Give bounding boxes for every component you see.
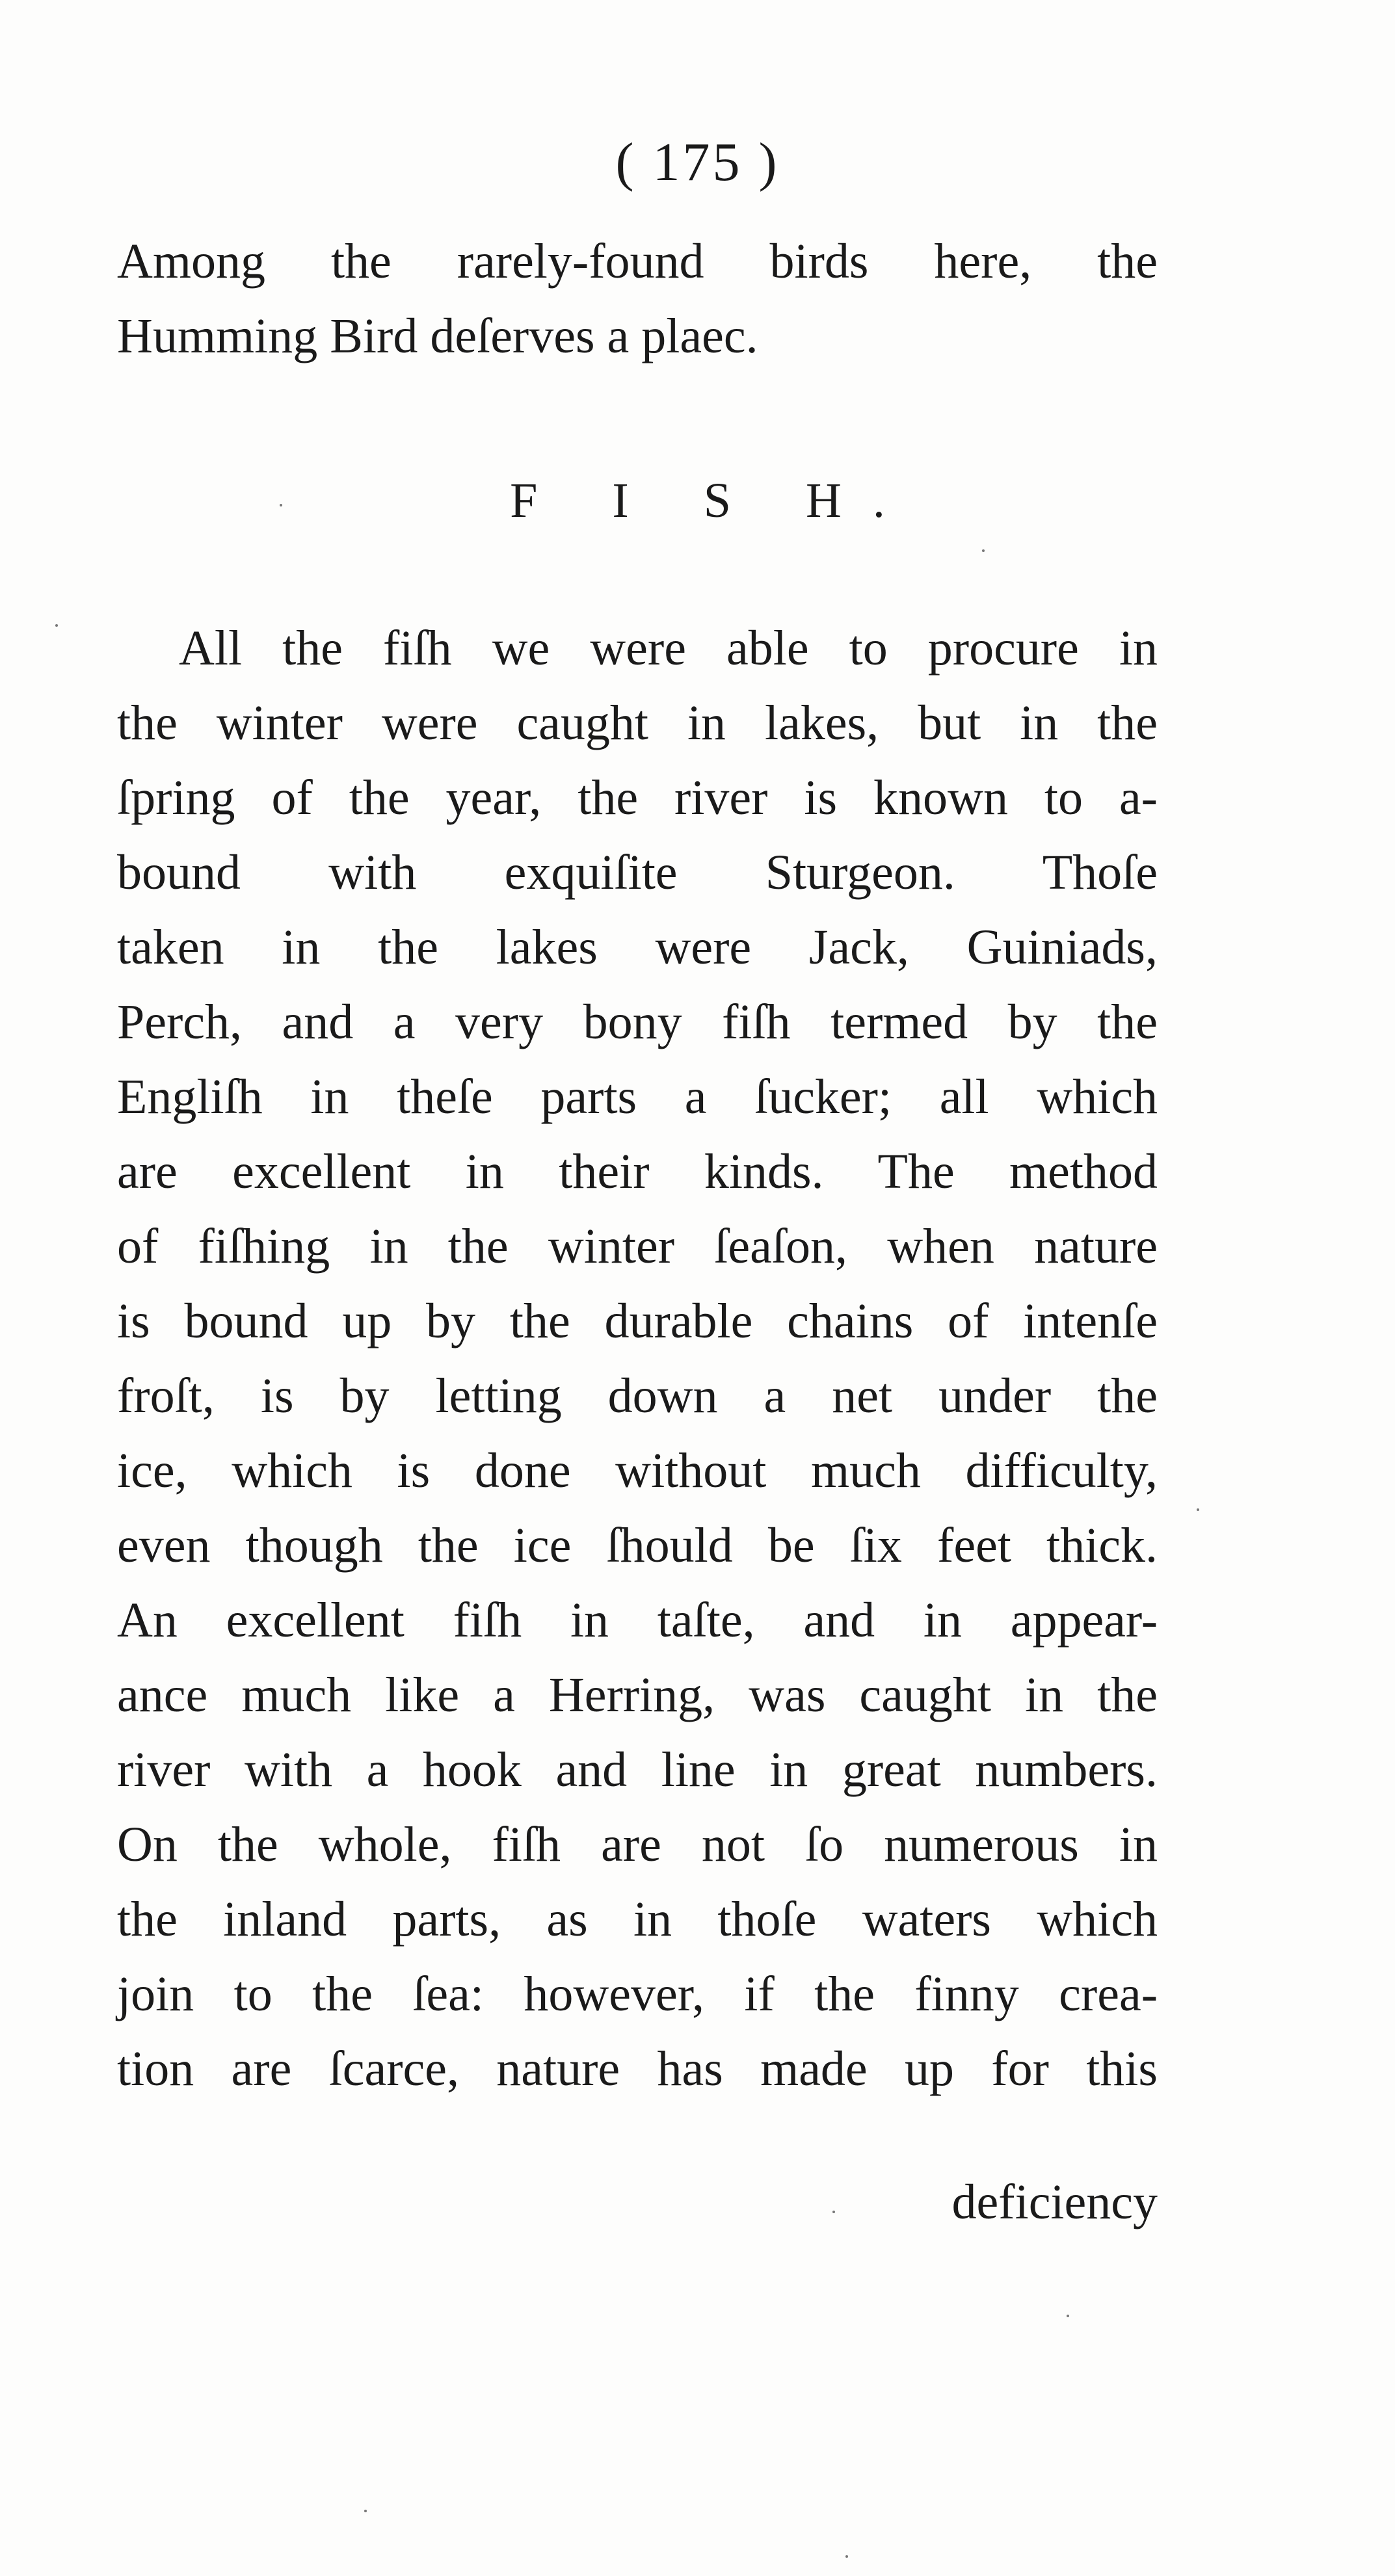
text-line: Among the rarely-found birds here, the [117, 234, 1158, 289]
paper-speck [845, 2555, 848, 2558]
text-line: tion are ſcarce, nature has made up for this [117, 2042, 1158, 2096]
text-line: ſpring of the year, the river is known to a- [117, 770, 1158, 825]
catchword: deficiency [951, 2175, 1158, 2229]
text-line: froſt, is by letting down a net under the [117, 1369, 1158, 1423]
paper-speck [832, 2211, 835, 2213]
text-line: even though the ice ſhould be ſix feet thick. [117, 1518, 1158, 1573]
text-line: On the whole, fiſh are not ſo numerous in [117, 1817, 1158, 1872]
paper-speck [364, 2510, 367, 2512]
intro-paragraph [117, 224, 1158, 374]
text-line: is bound up by the durable chains of intenſe [117, 1294, 1158, 1348]
paper-speck [1197, 1508, 1199, 1511]
text-line: the winter were caught in lakes, but in the [117, 696, 1158, 750]
text-line: of fiſhing in the winter ſeaſon, when nature [117, 1219, 1158, 1274]
text-line: Humming Bird deſerves a plaec. [117, 309, 758, 363]
text-line: join to the ſea: however, if the finny crea- [117, 1967, 1158, 2021]
text-line: are excellent in their kinds. The method [117, 1144, 1158, 1199]
text-line: river with a hook and line in great numbers. [117, 1742, 1158, 1797]
text-line: taken in the lakes were Jack, Guiniads, [117, 920, 1158, 975]
paper-speck [1067, 2315, 1069, 2317]
text-line: ice, which is done without much difficulty, [117, 1443, 1158, 1498]
paper-speck [55, 624, 58, 627]
paper-speck [280, 504, 282, 506]
paper-speck [982, 549, 985, 552]
text-line: An excellent fiſh in taſte, and in appear- [117, 1593, 1158, 1648]
text-line: All the fiſh we were able to procure in [179, 621, 1158, 676]
section-heading: F I S H. [510, 473, 916, 528]
text-line: the inland parts, as in thoſe waters which [117, 1892, 1158, 1947]
page-number: ( 175 ) [615, 132, 780, 192]
text-line: Perch, and a very bony fiſh termed by the [117, 995, 1158, 1049]
text-line: Engliſh in theſe parts a ſucker; all which [117, 1070, 1158, 1124]
body-paragraph [117, 611, 1158, 2107]
text-line: ance much like a Herring, was caught in the [117, 1668, 1158, 1722]
text-line: bound with exquiſite Sturgeon. Thoſe [117, 845, 1158, 900]
